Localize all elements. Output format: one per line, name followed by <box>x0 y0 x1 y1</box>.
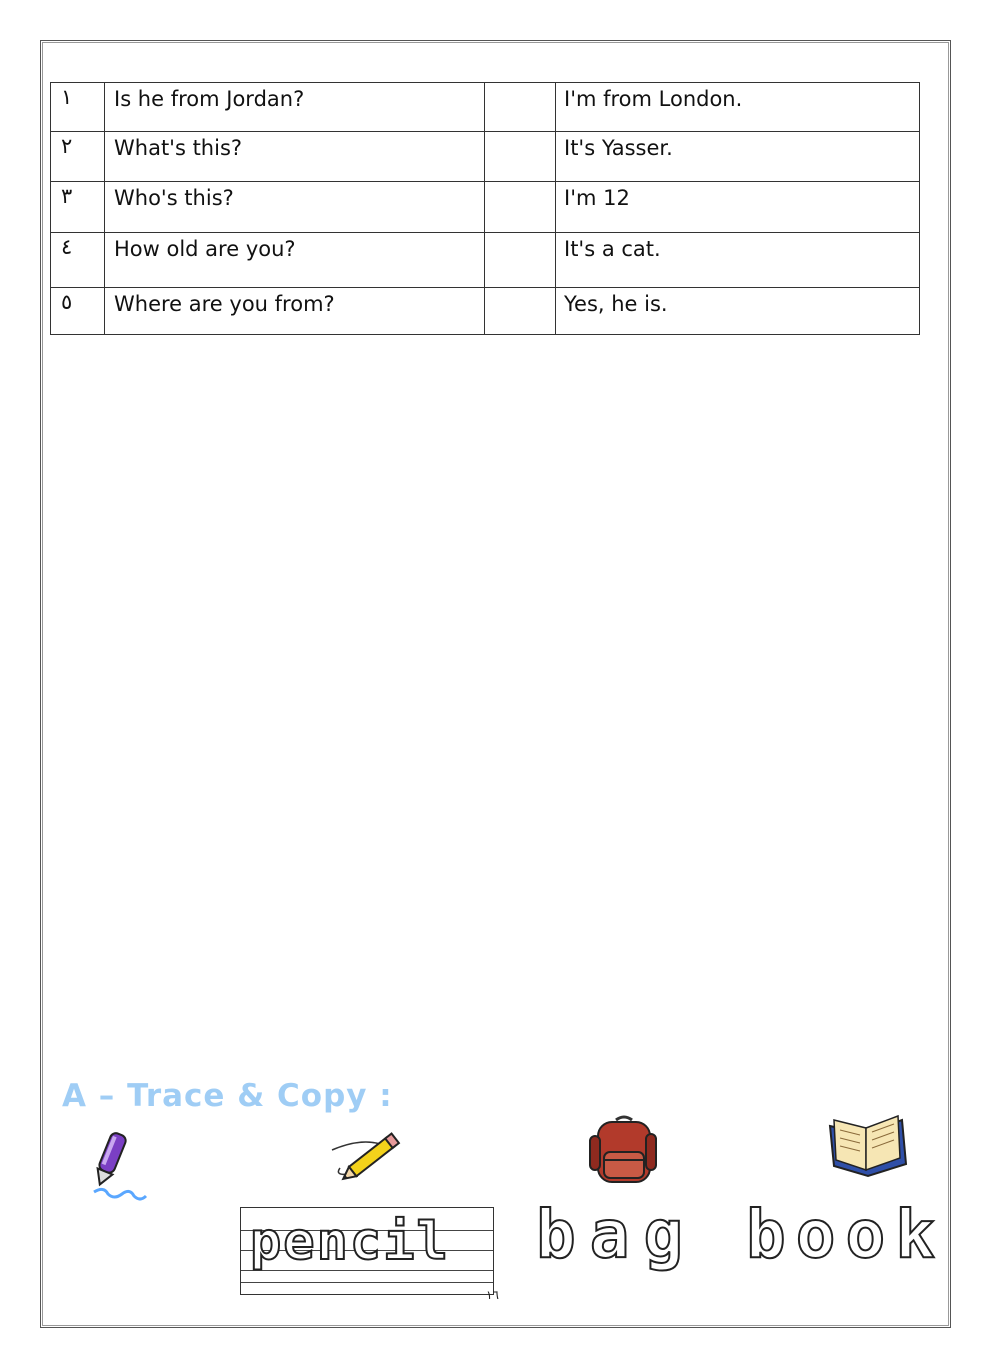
answer-cell: Yes, he is. <box>556 288 920 335</box>
table-row <box>51 83 920 132</box>
bag-icon <box>584 1114 664 1186</box>
question-cell: Where are you from? <box>105 288 485 335</box>
answer-blank[interactable] <box>485 83 556 132</box>
answer-blank[interactable] <box>485 233 556 288</box>
answer-blank[interactable] <box>485 132 556 182</box>
table-row <box>51 288 920 335</box>
answer-blank[interactable] <box>485 182 556 233</box>
row-number: ٢ <box>51 132 105 182</box>
page-number: ١٦ <box>486 1288 499 1302</box>
answer-cell: I'm 12 <box>556 182 920 233</box>
table-row <box>51 132 920 182</box>
answer-blank[interactable] <box>485 288 556 335</box>
question-cell: Is he from Jordan? <box>105 83 485 132</box>
answer-cell: It's a cat. <box>556 233 920 288</box>
trace-copy-title: A – Trace & Copy : <box>62 1078 393 1114</box>
question-cell: What's this? <box>105 132 485 182</box>
answer-cell: It's Yasser. <box>556 132 920 182</box>
guide-line <box>241 1282 493 1283</box>
question-cell: How old are you? <box>105 233 485 288</box>
row-number: ١ <box>51 83 105 132</box>
table-row <box>51 233 920 288</box>
pen-icon <box>84 1130 154 1206</box>
table-row <box>51 182 920 233</box>
trace-word-pencil: pencil <box>250 1212 450 1272</box>
pencil-icon <box>330 1128 412 1188</box>
matching-table <box>50 82 920 335</box>
trace-word-book: book <box>746 1196 945 1273</box>
book-icon <box>824 1112 908 1180</box>
trace-word-bag: bag <box>536 1196 698 1273</box>
row-number: ٣ <box>51 182 105 233</box>
question-cell: Who's this? <box>105 182 485 233</box>
row-number: ٤ <box>51 233 105 288</box>
row-number: ٥ <box>51 288 105 335</box>
answer-cell: I'm from London. <box>556 83 920 132</box>
